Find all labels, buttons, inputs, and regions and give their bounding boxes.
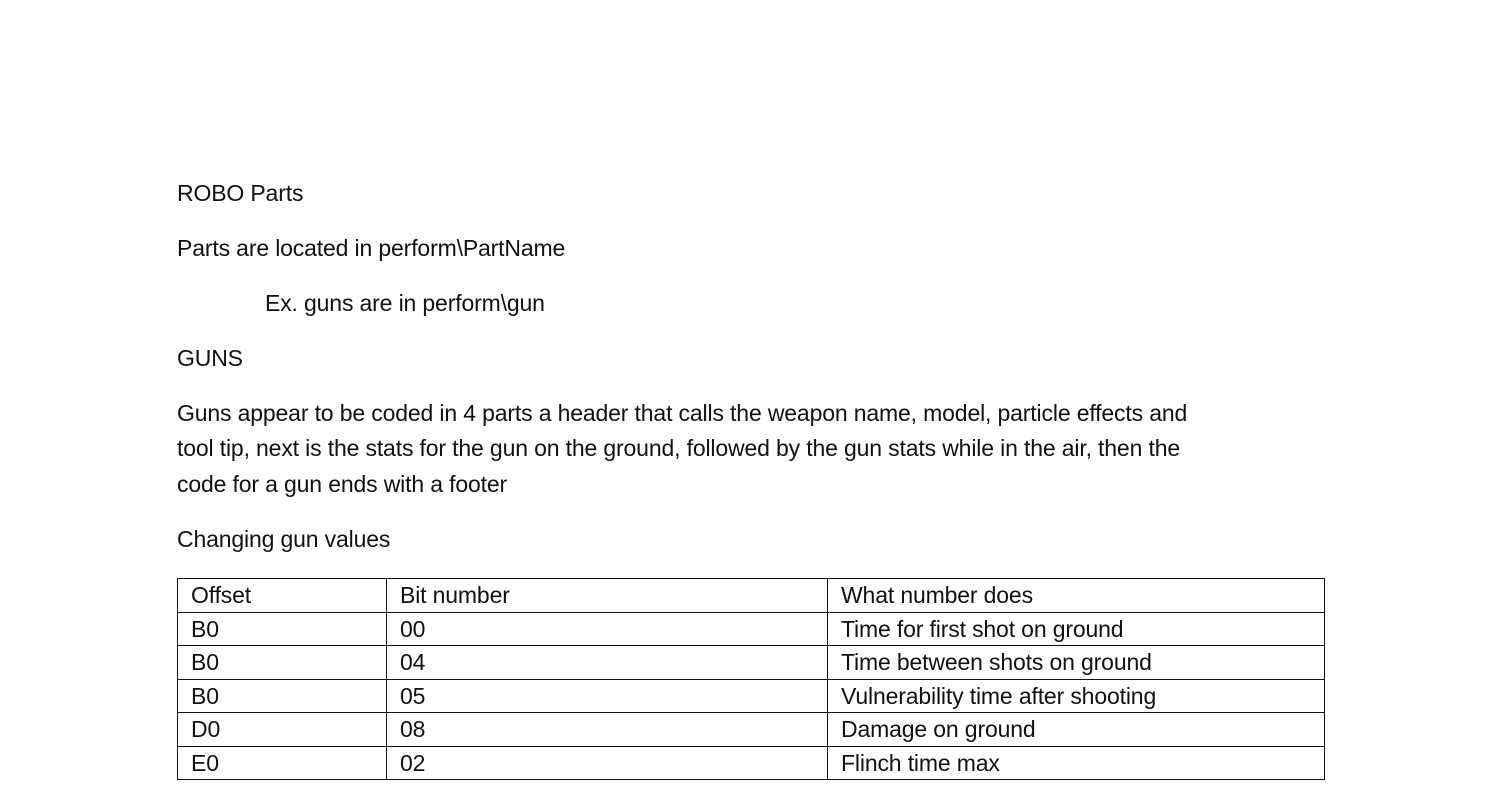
cell-description: Vulnerability time after shooting (828, 679, 1325, 713)
header-what-number-does: What number does (828, 579, 1325, 613)
table-row (178, 746, 1325, 780)
cell-offset: B0 (178, 646, 387, 680)
section-heading-guns: GUNS (177, 345, 243, 371)
example-line: Ex. guns are in perform\gun (265, 290, 545, 316)
cell-bit-number: 08 (387, 713, 828, 747)
cell-description: Flinch time max (828, 746, 1325, 780)
cell-bit-number: 04 (387, 646, 828, 680)
header-offset: Offset (178, 579, 387, 613)
description-line-1: Guns appear to be coded in 4 parts a header that calls the weapon name, model, particle effects and (177, 400, 1188, 426)
cell-bit-number: 02 (387, 746, 828, 780)
table-row (178, 646, 1325, 680)
cell-offset: B0 (178, 612, 387, 646)
cell-description: Time for first shot on ground (828, 612, 1325, 646)
location-line: Parts are located in perform\PartName (177, 235, 566, 261)
cell-offset: B0 (178, 679, 387, 713)
cell-description: Damage on ground (828, 713, 1325, 747)
document-title: ROBO Parts (177, 180, 304, 206)
gun-values-table (177, 578, 1325, 780)
cell-description: Time between shots on ground (828, 646, 1325, 680)
cell-bit-number: 00 (387, 612, 828, 646)
description-line-3: code for a gun ends with a footer (177, 471, 508, 497)
header-bit-number: Bit number (387, 579, 828, 613)
cell-offset: D0 (178, 713, 387, 747)
table-row (178, 713, 1325, 747)
cell-bit-number: 05 (387, 679, 828, 713)
table-row (178, 612, 1325, 646)
table-caption: Changing gun values (177, 526, 391, 552)
cell-offset: E0 (178, 746, 387, 780)
table-header-row (178, 579, 1325, 613)
table-row (178, 679, 1325, 713)
description-line-2: tool tip, next is the stats for the gun on the ground, followed by the gun stats while in the air, then the (177, 435, 1180, 461)
